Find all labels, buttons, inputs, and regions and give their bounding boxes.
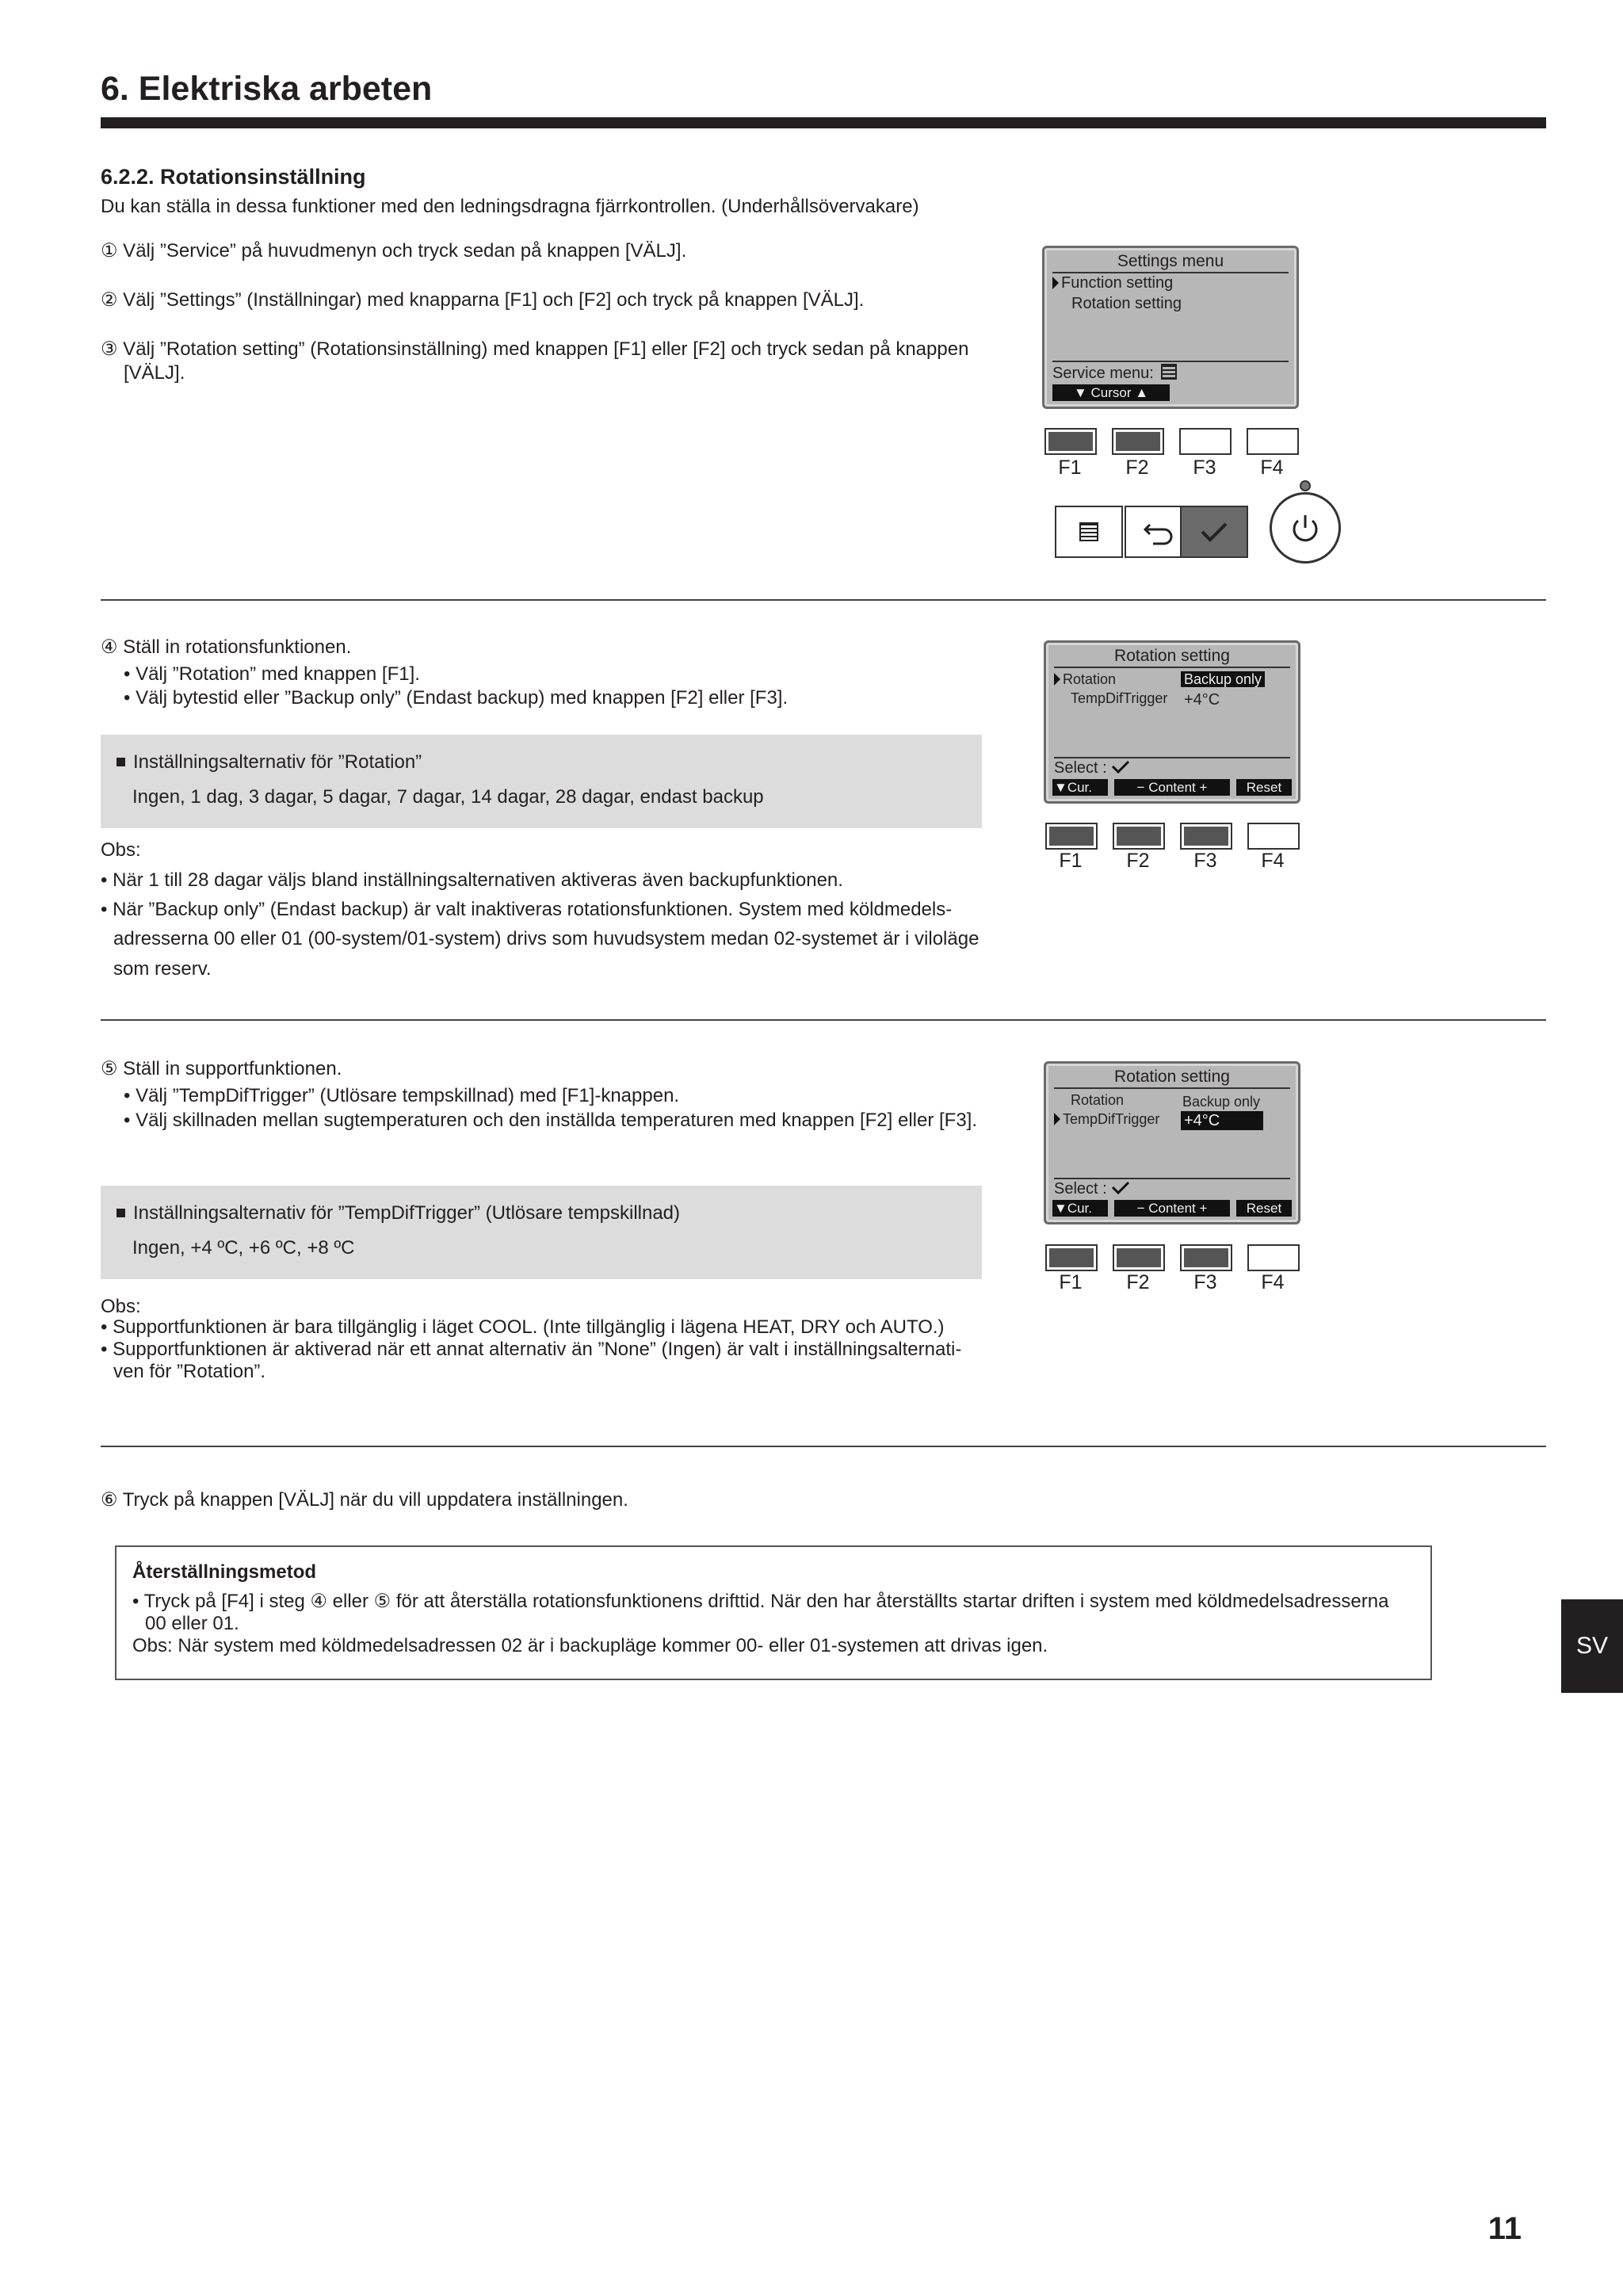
f3-key[interactable] xyxy=(1179,428,1232,455)
lcd-select-label: Select : xyxy=(1054,1179,1130,1198)
f1-key[interactable] xyxy=(1045,1244,1098,1271)
tempdiftrigger-options-box xyxy=(101,1186,982,1279)
step-5-bullet-1: • Välj ”TempDifTrigger” (Utlösare tempskillnad) med [F1]-knappen. xyxy=(124,1085,680,1106)
tempdiftrigger-options-title: Inställningsalternativ för ”TempDifTrigger” (Utlösare tempskillnad) xyxy=(116,1201,680,1225)
section-heading: 6.2.2. Rotationsinställning xyxy=(101,165,366,189)
page-title: 6. Elektriska arbeten xyxy=(101,70,433,108)
f3-key[interactable] xyxy=(1180,1244,1232,1271)
reset-line-3: Obs: När system med köldmedelsadressen 02 är i backupläge kommer 00- eller 01-systemen att drivas igen. xyxy=(132,1635,1048,1656)
tempdiftrigger-options-value: Ingen, +4 ºC, +6 ºC, +8 ºC xyxy=(132,1237,355,1259)
lcd-rotation-setting-2 xyxy=(1044,1061,1300,1224)
menu-button[interactable] xyxy=(1055,506,1123,558)
f2-label: F2 xyxy=(1125,457,1149,479)
lcd-footer: Service menu: xyxy=(1052,364,1177,383)
step-2: ② Välj ”Settings” (Inställningar) med knapparna [F1] och [F2] och tryck på knappen [VÄLJ]. xyxy=(101,289,865,311)
obs-1-line-1: • När 1 till 28 dagar väljs bland inställningsalternativen aktiveras även backupfunktionen. xyxy=(101,869,843,891)
step-3: ③ Välj ”Rotation setting” (Rotationsinställning) med knappen [F1] eller [F2] och tryck sedan på knappen xyxy=(101,338,969,360)
cursor-arrow-icon xyxy=(1054,1113,1060,1125)
menu-icon xyxy=(1161,364,1177,380)
rotation-options-value: Ingen, 1 dag, 3 dagar, 5 dagar, 7 dagar, 14 dagar, 28 dagar, endast backup xyxy=(132,786,764,808)
step-5: ⑤ Ställ in supportfunktionen. xyxy=(101,1058,342,1079)
lcd-title: Rotation setting xyxy=(1054,1067,1290,1089)
lcd-content-button: − Content + xyxy=(1114,1200,1230,1217)
obs-label: Obs: xyxy=(101,839,141,861)
obs-2-line-2: • Supportfunktionen är aktiverad när ett annat alternativ än ”None” (Ingen) är valt i inställningsalternati- xyxy=(101,1339,962,1360)
row-rotation: Rotation xyxy=(1054,670,1116,689)
step-6: ⑥ Tryck på knappen [VÄLJ] när du vill uppdatera inställningen. xyxy=(101,1489,628,1511)
reset-method-box xyxy=(115,1545,1432,1680)
obs-label: Obs: xyxy=(101,1296,141,1317)
cursor-arrow-icon xyxy=(1054,673,1060,686)
f2-key[interactable] xyxy=(1113,823,1165,850)
f3-key[interactable] xyxy=(1180,823,1232,850)
f4-label: F4 xyxy=(1261,1271,1285,1293)
language-tab: SV xyxy=(1561,1599,1623,1693)
f2-label: F2 xyxy=(1126,850,1150,872)
f3-label: F3 xyxy=(1193,457,1216,479)
menu-item-function-setting: Function setting xyxy=(1052,273,1173,292)
checkmark-icon xyxy=(1182,507,1247,556)
f4-label: F4 xyxy=(1260,457,1284,479)
lcd-cur-button: ▼Cur. xyxy=(1052,1200,1108,1217)
lcd-cursor-button: ▼ Cursor ▲ xyxy=(1052,384,1170,401)
lcd-title: Settings menu xyxy=(1052,251,1289,273)
row-rotation-value: Backup only xyxy=(1182,1094,1261,1110)
f1-key[interactable] xyxy=(1044,428,1097,455)
f1-label: F1 xyxy=(1059,1271,1083,1293)
menu-icon xyxy=(1079,522,1098,541)
lcd-rotation-setting-1 xyxy=(1044,640,1300,804)
obs-2-line-1: • Supportfunktionen är bara tillgänglig i läget COOL. (Inte tillgänglig i lägena HEAT, DRY och AUTO.) xyxy=(101,1316,945,1338)
divider xyxy=(101,1019,1546,1021)
square-bullet-icon xyxy=(116,758,125,766)
checkmark-icon xyxy=(1111,760,1130,774)
f4-label: F4 xyxy=(1261,850,1285,872)
lcd-separator xyxy=(1052,361,1289,362)
lcd-reset-button: Reset xyxy=(1236,1200,1292,1217)
rotation-options-title: Inställningsalternativ för ”Rotation” xyxy=(116,751,422,774)
f1-key[interactable] xyxy=(1045,823,1098,850)
cursor-arrow-icon xyxy=(1052,277,1059,289)
step-5-bullet-2: • Välj skillnaden mellan sugtemperaturen och den inställda temperaturen med knappen [F2] eller [F3]. xyxy=(124,1110,977,1131)
reset-line-1: • Tryck på [F4] i steg ④ eller ⑤ för att återställa rotationsfunktionens drifttid. När den har återställts startar driften i system med köldmedelsadresserna xyxy=(132,1591,1389,1612)
checkmark-icon xyxy=(1111,1181,1130,1195)
row-tempdiftrigger: TempDifTrigger xyxy=(1071,690,1168,706)
reset-line-2: 00 eller 01. xyxy=(145,1613,239,1634)
f1-label: F1 xyxy=(1059,850,1083,872)
power-button[interactable] xyxy=(1270,492,1341,563)
row-tempdiftrigger-value: +4°C xyxy=(1181,1111,1263,1130)
obs-2-line-3: ven för ”Rotation”. xyxy=(113,1361,266,1382)
f3-label: F3 xyxy=(1193,1271,1217,1293)
f2-key[interactable] xyxy=(1112,428,1164,455)
step-4: ④ Ställ in rotationsfunktionen. xyxy=(101,636,352,658)
title-rule xyxy=(101,117,1546,128)
f3-label: F3 xyxy=(1193,850,1217,872)
power-led xyxy=(1300,480,1311,491)
row-rotation: Rotation xyxy=(1071,1092,1125,1108)
row-tempdiftrigger: TempDifTrigger xyxy=(1054,1110,1159,1129)
select-button[interactable] xyxy=(1180,506,1248,558)
lcd-content-button: − Content + xyxy=(1114,779,1230,796)
lcd-title: Rotation setting xyxy=(1054,646,1290,668)
lcd-cur-button: ▼Cur. xyxy=(1052,779,1108,796)
f4-key[interactable] xyxy=(1247,1244,1300,1271)
reset-method-title: Återställningsmetod xyxy=(132,1561,317,1583)
step-1: ① Välj ”Service” på huvudmenyn och tryck sedan på knappen [VÄLJ]. xyxy=(101,240,687,262)
lcd-reset-button: Reset xyxy=(1236,779,1292,796)
f4-key[interactable] xyxy=(1247,428,1299,455)
divider xyxy=(101,599,1546,601)
menu-item-rotation-setting: Rotation setting xyxy=(1071,295,1182,312)
step-4-bullet-1: • Välj ”Rotation” med knappen [F1]. xyxy=(124,663,420,685)
lcd-settings-menu xyxy=(1042,246,1299,409)
obs-1-line-3: adresserna 00 eller 01 (00-system/01-system) drivs som huvudsystem medan 02-systemet är i viloläge xyxy=(113,928,980,949)
obs-1-line-2: • När ”Backup only” (Endast backup) är valt inaktiveras rotationsfunktionen. System med köldmedels- xyxy=(101,899,953,920)
f2-key[interactable] xyxy=(1113,1244,1165,1271)
page-number: 11 xyxy=(1487,2211,1522,2246)
power-icon xyxy=(1272,495,1338,561)
step-4-bullet-2: • Välj bytestid eller ”Backup only” (Endast backup) med knappen [F2] eller [F3]. xyxy=(124,687,789,709)
lcd-select-label: Select : xyxy=(1054,758,1130,777)
rotation-options-box xyxy=(101,735,982,828)
step-3-cont: [VÄLJ]. xyxy=(124,362,185,384)
divider xyxy=(101,1446,1546,1447)
f2-label: F2 xyxy=(1126,1271,1150,1293)
row-rotation-value: Backup only xyxy=(1181,670,1265,689)
row-tempdiftrigger-value: +4°C xyxy=(1184,691,1220,709)
section-intro: Du kan ställa in dessa funktioner med den ledningsdragna fjärrkontrollen. (Underhållsövervakare) xyxy=(101,196,919,217)
obs-1-line-4: som reserv. xyxy=(113,958,212,980)
square-bullet-icon xyxy=(116,1209,125,1217)
f1-label: F1 xyxy=(1058,457,1082,479)
f4-key[interactable] xyxy=(1247,823,1300,850)
